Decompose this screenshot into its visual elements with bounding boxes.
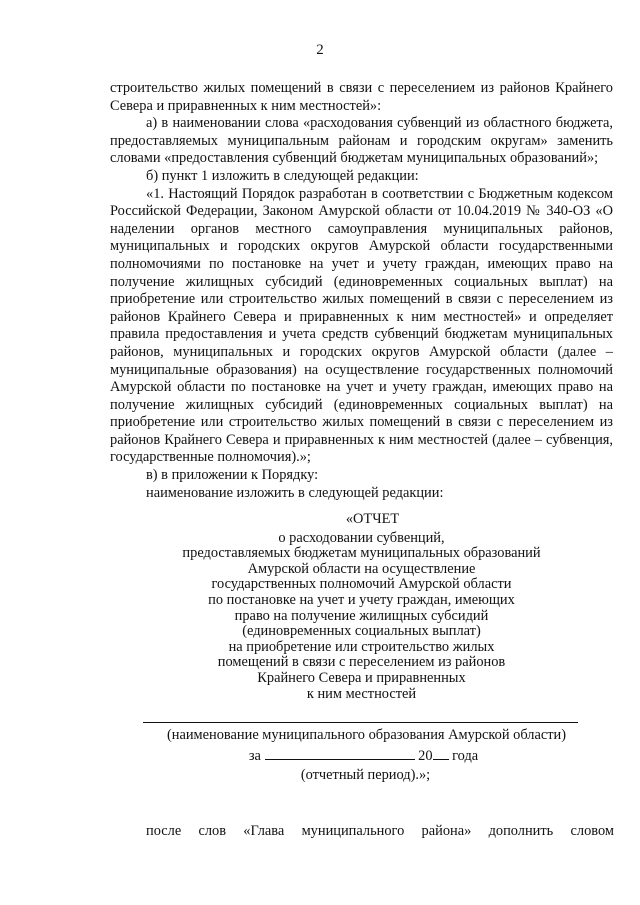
report-title-line: к ним местностей: [306, 685, 417, 702]
reporting-period-caption: (отчетный период).»;: [300, 767, 431, 783]
paragraph-continuation: строительство жилых помещений в связи с переселением из районов Крайнего Севера и приравненных к ним местностей»:: [110, 80, 613, 114]
report-title-heading: «ОТЧЕТ: [345, 511, 400, 527]
paragraph-title-intro: наименование изложить в следующей редакции:: [146, 484, 444, 501]
report-title-line: предоставляемых бюджетам муниципальных образований: [182, 545, 541, 562]
paragraph-item-a: а) в наименовании слова «расходования субвенций из областного бюджета, предоставляемых муниципальным районам и городским округам» заменить словами «предоставления субвенций бюджетам муниципальных образований»;: [110, 115, 613, 167]
report-title-line: право на получение жилищных субсидий: [234, 607, 489, 624]
report-title-line: о расходовании субвенций,: [278, 529, 445, 546]
report-title-line: по постановке на учет и учету граждан, имеющих: [208, 591, 515, 608]
municipality-name-caption: (наименование муниципального образования Амурской области): [166, 727, 567, 743]
report-title-line: Амурской области на осуществление: [247, 560, 476, 577]
name-fill-line: [143, 722, 578, 723]
report-title-line: государственных полномочий Амурской области: [211, 576, 512, 593]
year-blank: [433, 747, 449, 760]
period-blank: [265, 747, 415, 760]
paragraph-item-b: б) пункт 1 изложить в следующей редакции:: [146, 167, 419, 184]
reporting-period-line: [110, 747, 613, 765]
document-body: [110, 80, 613, 502]
paragraph-after-title: после слов «Глава муниципального района» дополнить словом: [146, 823, 614, 839]
report-title-line: Крайнего Севера и приравненных: [257, 669, 466, 686]
report-title-line: на приобретение или строительство жилых: [228, 638, 495, 655]
report-title-block: [110, 512, 613, 702]
period-suffix: года: [452, 748, 479, 764]
report-title-line: (единовременных социальных выплат): [242, 623, 481, 640]
report-title-line: помещений в связи с переселением из районов: [217, 654, 506, 671]
period-prefix: за: [248, 748, 261, 764]
period-year-prefix: 20: [418, 748, 433, 764]
paragraph-item-c: в) в приложении к Порядку:: [146, 467, 319, 484]
paragraph-point-1: «1. Настоящий Порядок разработан в соответствии с Бюджетным кодексом Российской Федерации, Законом Амурской области от 10.04.2019 № 340-ОЗ «О наделении органов местного самоуправления муниципальных районов, муниципальных и городских округов Амурской области государственными полномочиями по постановке на учет и учету граждан, имеющих право на получение жилищных субсидий (единовременных социальных выплат) на приобретение или строительство жилых помещений в связи с переселением из районов Крайнего Севера и приравненных к ним местностей» и определяет правила предоставления и учета средств субвенций бюджетам муниципальных районов, муниципальных и городских округов Амурской области (далее – муниципальные образования) на осуществление государственных полномочий Амурской области по постановке на учет и учету граждан, имеющих право на получение жилищных субсидий (единовременных социальных выплат) на приобретение или строительство жилых помещений в связи с переселением из районов Крайнего Севера и приравненных к ним местностей (далее – субвенция, государственные полномочия).»;: [110, 185, 613, 466]
page-number: 2: [316, 42, 324, 58]
